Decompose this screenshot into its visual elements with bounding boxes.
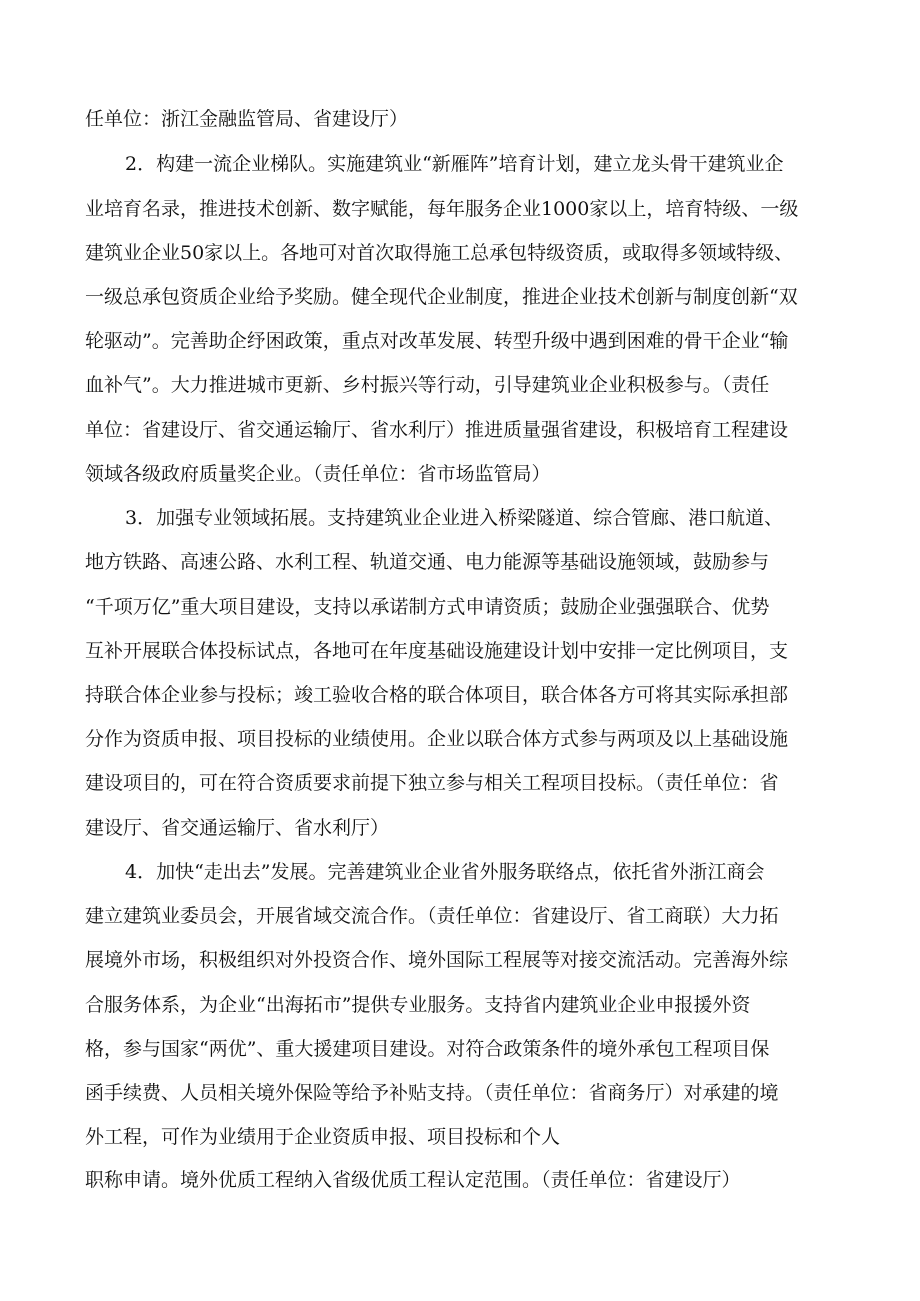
text-line: 持联合体企业参与投标；竣工验收合格的联合体项目，联合体各方可将其实际承担部 (85, 684, 789, 706)
text-line: 领域各级政府质量奖企业。（责任单位：省市场监管局） (85, 463, 551, 485)
text-line: 一级总承包资质企业给予奖励。健全现代企业制度，推进企业技术创新与制度创新“双 (85, 286, 798, 308)
text-line: 外工程，可作为业绩用于企业资质申报、项目投标和个人 (85, 1126, 561, 1148)
text-line: 职称申请。境外优质工程纳入省级优质工程认定范围。（责任单位：省建设厅） (85, 1169, 741, 1191)
text-line: 展境外市场，积极组织对外投资合作、境外国际工程展等对接交流活动。完善海外综 (85, 949, 789, 971)
text-line: 任单位：浙江金融监管局、省建设厅） (85, 108, 409, 130)
text-line: 格，参与国家“两优”、重大援建项目建设。对符合政策条件的境外承包工程项目保 (85, 1038, 770, 1060)
text-line: 单位：省建设厅、省交通运输厅、省水利厅）推进质量强省建设，积极培育工程建设 (85, 419, 789, 441)
text-line: 地方铁路、高速公路、水利工程、轨道交通、电力能源等基础设施领域，鼓励参与 (85, 551, 770, 573)
text-line: 建设项目的，可在符合资质要求前提下独立参与相关工程项目投标。（责任单位：省 (85, 772, 779, 794)
text-line: 4．加快“走出去”发展。完善建筑业企业省外服务联络点，依托省外浙江商会 (125, 861, 765, 883)
text-line: 互补开展联合体投标试点，各地可在年度基础设施建设计划中安排一定比例项目，支 (85, 640, 789, 662)
text-line: 分作为资质申报、项目投标的业绩使用。企业以联合体方式参与两项及以上基础设施 (85, 728, 789, 750)
text-line: 血补气”。大力推进城市更新、乡村振兴等行动，引导建筑业企业积极参与。（责任 (85, 374, 770, 396)
text-line: 建筑业企业50家以上。各地可对首次取得施工总承包特级资质，或取得多领域特级、 (85, 242, 794, 264)
text-line: 建设厅、省交通运输厅、省水利厅） (85, 817, 390, 839)
text-line: 2．构建一流企业梯队。实施建筑业“新雁阵”培育计划，建立龙头骨干建筑业企 (125, 153, 784, 175)
text-line: 轮驱动”。完善助企纾困政策，重点对改革发展、转型升级中遇到困难的骨干企业“输 (85, 330, 789, 352)
text-line: 合服务体系，为企业“出海拓市”提供专业服务。支持省内建筑业企业申报援外资 (85, 994, 751, 1016)
text-line: 3．加强专业领域拓展。支持建筑业企业进入桥梁隧道、综合管廊、港口航道、 (125, 507, 784, 529)
text-line: 函手续费、人员相关境外保险等给予补贴支持。（责任单位：省商务厅）对承建的境 (85, 1082, 779, 1104)
text-line: “千项万亿”重大项目建设，支持以承诺制方式申请资质；鼓励企业强强联合、优势 (85, 596, 770, 618)
text-line: 建立建筑业委员会，开展省域交流合作。（责任单位：省建设厅、省工商联）大力拓 (85, 905, 779, 927)
text-line: 业培育名录，推进技术创新、数字赋能，每年服务企业1000家以上，培育特级、一级 (85, 198, 799, 220)
